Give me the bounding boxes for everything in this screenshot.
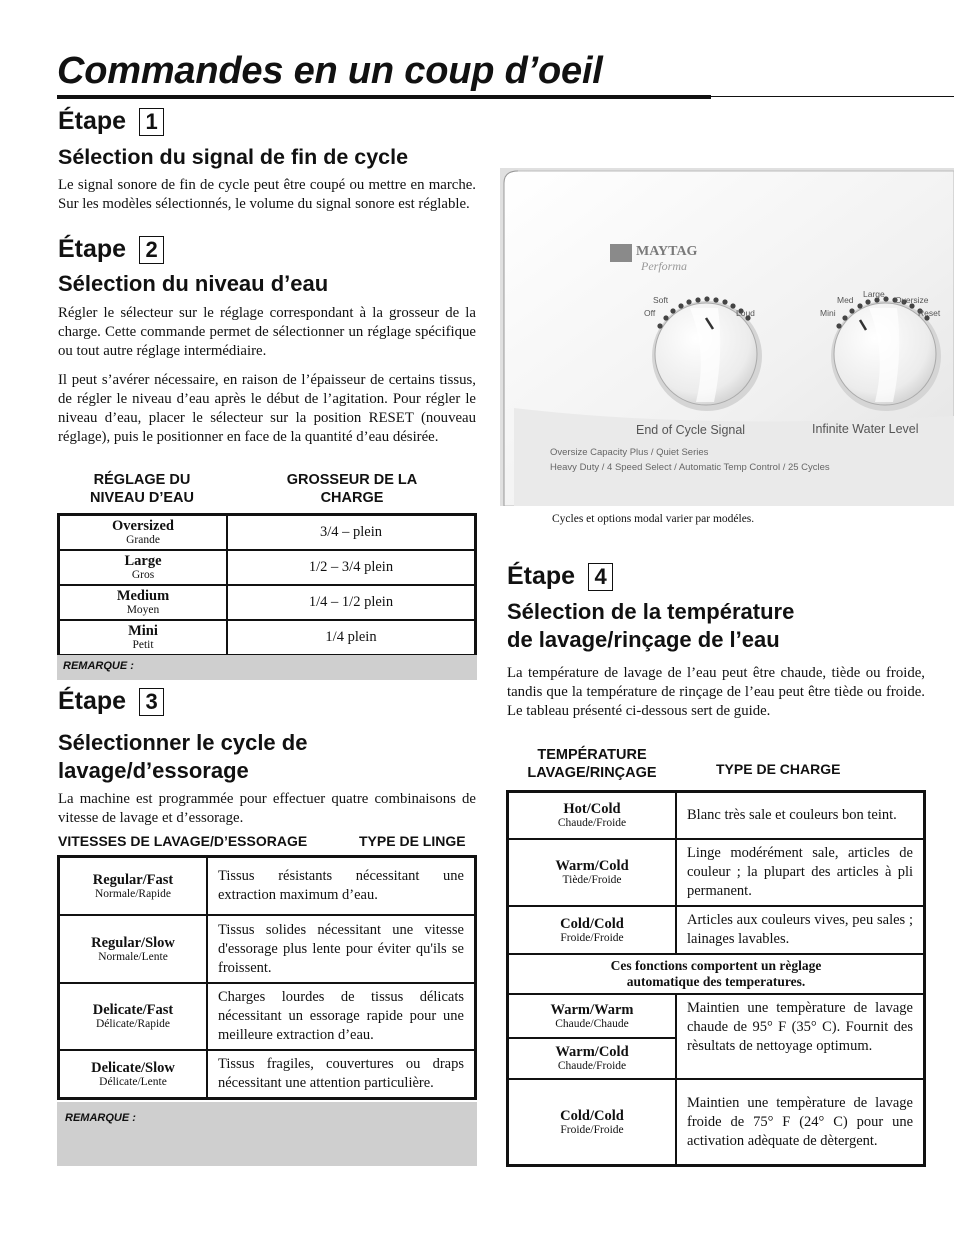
fabric-cell: Charges lourdes de tissus délicats nécessitant un essorage rapide pour une meilleure extraction d’eau. xyxy=(207,983,475,1050)
title-rule-thin xyxy=(711,96,954,97)
load-size-cell: 1/4 plein xyxy=(227,620,475,655)
water-level-cell: Oversized Grande xyxy=(59,515,227,550)
temperature-cell: Warm/Cold Chaude/Froide xyxy=(508,1038,676,1079)
knob-label-oversize: Oversize xyxy=(895,295,929,305)
load-size-cell: 1/2 – 3/4 plein xyxy=(227,550,475,585)
step2-note-box xyxy=(57,655,477,680)
water-table-col1-header: RÉGLAGE DU NIVEAU D’EAU xyxy=(90,472,194,506)
temperature-table xyxy=(506,790,926,1167)
fabric-cell: Tissus résistants nécessitant une extraction maximum d’eau. xyxy=(207,857,475,915)
table-row xyxy=(59,983,475,1050)
step3-note-box xyxy=(57,1102,477,1166)
title-rule xyxy=(57,95,711,99)
step3-number: 3 xyxy=(139,688,164,716)
end-of-cycle-signal-label: End of Cycle Signal xyxy=(636,423,746,437)
step2-heading: Sélection du niveau d’eau xyxy=(58,271,329,296)
panel-line1: Oversize Capacity Plus / Quiet Series xyxy=(550,447,709,458)
step1-label xyxy=(58,107,164,136)
water-level-table xyxy=(57,513,477,657)
table-row xyxy=(508,1079,924,1165)
step4-label xyxy=(507,562,613,591)
cycle-table-col1-header: VITESSES DE LAVAGE/D’ESSORAGE xyxy=(58,833,308,849)
temperature-cell: Cold/Cold Froide/Froide xyxy=(508,906,676,954)
step1-word: Étape xyxy=(58,107,127,135)
table-row xyxy=(508,906,924,954)
step4-text: La température de lavage de l’eau peut être chaude, tiède ou froide, tandis que la température de rinçage de l’eau peut être tiède ou froide. Le tableau présenté ci-dessous sert de guide. xyxy=(507,665,925,719)
knob-label-reset: Reset xyxy=(918,308,941,318)
knob-label-soft: Soft xyxy=(653,295,669,305)
table-row xyxy=(508,792,924,839)
table-row xyxy=(59,515,475,550)
step2-note-label: REMARQUE : xyxy=(63,660,134,672)
table-row xyxy=(59,550,475,585)
step2-para1: Régler le sélecteur sur le réglage correspondant à la grosseur de la charge. Cette commande permet de sélectionner un réglage spécifique ou tout autre réglage intermédiaire. xyxy=(58,305,476,359)
temperature-cell: Warm/Warm Chaude/Chaude xyxy=(508,994,676,1038)
auto-temp-note xyxy=(508,954,924,994)
step1-text: Le signal sonore de fin de cycle peut être coupé ou mettre en marche. Sur les modèles sélectionnés, le volume du signal sonore est réglable. xyxy=(58,177,476,212)
table-row xyxy=(59,915,475,983)
temp-header-line1: TEMPÉRATURE xyxy=(537,747,647,763)
water-level-cell: Medium Moyen xyxy=(59,585,227,620)
temperature-cell: Cold/Cold Froide/Froide xyxy=(508,1079,676,1165)
step1-heading: Sélection du signal de fin de cycle xyxy=(58,145,409,169)
step4-word: Étape xyxy=(507,562,576,590)
load-type-cell: Articles aux couleurs vives, peu sales ; lainages lavables. xyxy=(676,906,924,954)
step3-word: Étape xyxy=(58,687,127,715)
water-level-cell: Mini Petit xyxy=(59,620,227,655)
load-type-cell: Maintien une tempèrature de lavage froide de 75° F (24° C) pour une activation adèquate de dètergent. xyxy=(676,1079,924,1165)
step3-note-label: REMARQUE : xyxy=(65,1112,136,1124)
step2-number: 2 xyxy=(139,236,164,264)
knob-label-loud: Loud xyxy=(736,308,755,318)
temp-table-col2-header: TYPE DE CHARGE xyxy=(716,761,841,777)
speed-cell: Delicate/Slow Délicate/Lente xyxy=(59,1050,207,1098)
knob-label-mini: Mini xyxy=(820,308,836,318)
knob-label-large: Large xyxy=(863,289,885,299)
cycle-table-col2-header: TYPE DE LINGE xyxy=(359,833,466,849)
load-type-cell: Blanc très sale et couleurs bon teint. xyxy=(676,792,924,839)
speed-cell: Regular/Slow Normale/Lente xyxy=(59,915,207,983)
water-level-label: Infinite Water Level xyxy=(812,422,919,436)
water-table-col2-header: GROSSEUR DE LA CHARGE xyxy=(286,472,418,506)
step3-heading: Sélectionner le cycle de lavage/d’essorage xyxy=(58,730,308,783)
auto-temp-note-line1: Ces fonctions comportent un règlage xyxy=(610,958,822,973)
table-row xyxy=(59,1050,475,1098)
step2-label xyxy=(58,235,164,264)
load-size-cell: 1/4 – 1/2 plein xyxy=(227,585,475,620)
step2-word: Étape xyxy=(58,235,127,263)
page-title: Commandes en un coup d’oeil xyxy=(57,50,603,92)
table-row xyxy=(59,857,475,915)
brand-sub: Performa xyxy=(641,259,687,273)
step4-heading-line1: Sélection de la température xyxy=(507,599,795,624)
fabric-cell: Tissus fragiles, couvertures ou draps nécessitant une attention particulière. xyxy=(207,1050,475,1098)
auto-temp-note-line2: automatique des temperatures. xyxy=(626,974,806,989)
knob-label-med: Med xyxy=(837,295,854,305)
table-row xyxy=(508,994,924,1038)
step4-number: 4 xyxy=(588,563,613,591)
speed-cell: Delicate/Fast Délicate/Rapide xyxy=(59,983,207,1050)
temperature-cell: Warm/Cold Tiède/Froide xyxy=(508,839,676,906)
step2-para2: Il peut s’avérer nécessaire, en raison de l’épaisseur de certains tissus, de régler le niveau d’eau après le début de l’agitation. Pour régler le niveau d’eau, placer le sélecteur sur la position RESET (nouveau réglage), puis le positionner en face de la quantité d’eau désirée. xyxy=(58,372,476,445)
water-level-cell: Large Gros xyxy=(59,550,227,585)
knob-label-off: Off xyxy=(644,308,656,318)
control-panel-illustration xyxy=(500,168,954,506)
temp-table-col1-header xyxy=(507,746,677,782)
speed-cell: Regular/Fast Normale/Rapide xyxy=(59,857,207,915)
step1-number: 1 xyxy=(139,108,164,136)
load-size-cell: 3/4 – plein xyxy=(227,515,475,550)
wash-spin-table xyxy=(57,855,477,1100)
step4-heading-line2: de lavage/rinçage de l’eau xyxy=(507,627,780,652)
step3-text: La machine est programmée pour effectuer quatre combinaisons de vitesse de lavage et d’essorage. xyxy=(58,791,476,826)
table-row xyxy=(59,585,475,620)
fabric-cell: Tissus solides nécessitant une vitesse d'essorage plus lente pour éviter qu'ils se froissent. xyxy=(207,915,475,983)
temperature-cell: Hot/Cold Chaude/Froide xyxy=(508,792,676,839)
load-type-cell: Maintien une tempèrature de lavage chaude de 95° F (35° C). Fournit des rèsultats de nettoyage optimum. xyxy=(676,994,924,1079)
panel-caption: Cycles et options modal varier par modéles. xyxy=(552,513,755,525)
brand-logo: MAYTAG xyxy=(636,244,698,259)
load-type-cell: Linge modérément sale, articles de couleur ; la plupart des articles à pli permanent. xyxy=(676,839,924,906)
table-row xyxy=(59,620,475,655)
panel-line2: Heavy Duty / 4 Speed Select / Automatic Temp Control / 25 Cycles xyxy=(550,462,830,473)
table-row xyxy=(508,954,924,994)
step3-label xyxy=(58,687,164,716)
temp-header-line2: LAVAGE/RINÇAGE xyxy=(527,765,657,781)
table-row xyxy=(508,839,924,906)
